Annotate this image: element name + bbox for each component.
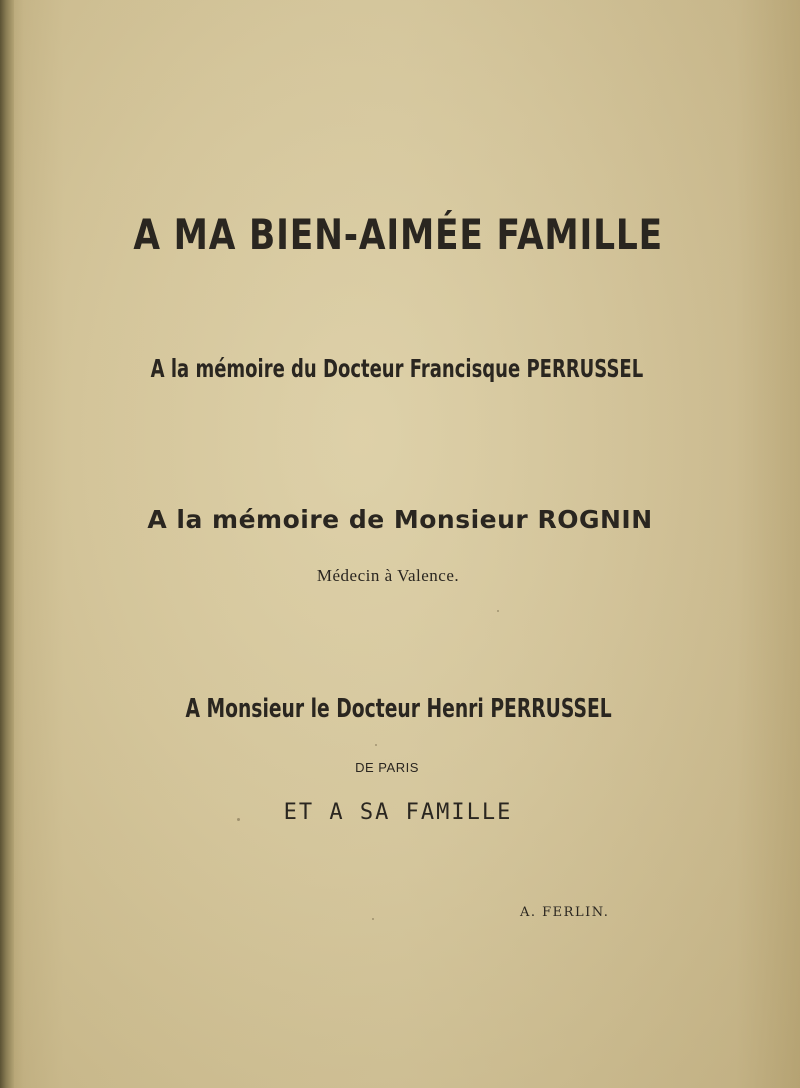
paper-speck: [372, 918, 374, 920]
paper-speck: [237, 818, 240, 821]
paper-speck: [375, 744, 377, 746]
doctor-henri-subtitle: DE PARIS: [355, 760, 419, 775]
memory-line-perrussel: A la mémoire du Docteur Francisque PERRUSSEL: [150, 354, 644, 383]
and-family-line: ET A SA FAMILLE: [283, 800, 513, 825]
paper-speck: [497, 610, 499, 612]
rognin-subtitle: Médecin à Valence.: [316, 566, 460, 585]
dedication-doctor-henri: A Monsieur le Docteur Henri PERRUSSEL: [185, 694, 612, 724]
author-signature: A. FERLIN.: [520, 905, 610, 920]
dedication-title: A MA BIEN-AIMÉE FAMILLE: [133, 210, 664, 259]
memory-line-rognin: A la mémoire de Monsieur ROGNIN: [147, 505, 653, 534]
book-spine-edge: [0, 0, 14, 1088]
